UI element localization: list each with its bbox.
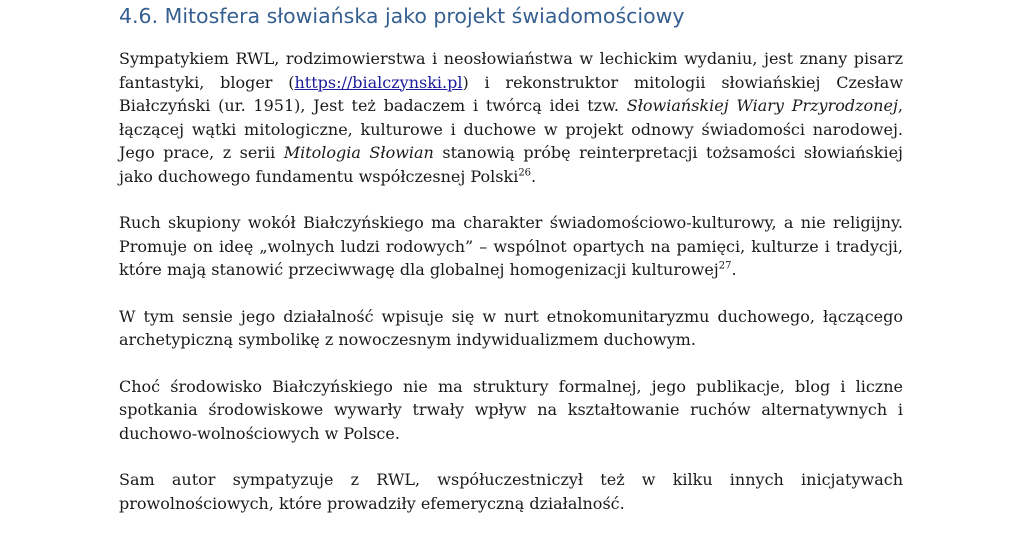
paragraph-2-text-2: . xyxy=(731,260,737,279)
document-page xyxy=(119,0,903,515)
paragraph-4: Choć środowisko Białczyńskiego nie ma struktury formalnej, jego publikacje, blog i liczne spotkania środowiskowe wywarły trwały wpływ na kształtowanie ruchów alternatywnych i duchowo-wolnościowych w Polsce. xyxy=(119,376,903,443)
paragraph-2 xyxy=(119,211,903,282)
footnote-marker-26[interactable]: 26 xyxy=(518,167,532,179)
paragraph-1-text-1: Sympatykiem RWL, rodzimowierstwa i neosłowiaństwa w lechickim wydaniu, jest znany pisarz fantastyki, bloger ( xyxy=(119,49,903,92)
paragraph-1-text-2: ) i rekonstruktor mitologii słowiańskiej Czesław Białczyński (ur. 1951), Jest też badaczem i twórcą idei tzw. xyxy=(119,72,904,115)
paragraph-2-text-1: Ruch skupiony wokół Białczyńskiego ma charakter świadomościowo-kulturowy, a nie religijny. Promuje on ideę „wolnych ludzi rodowych” – wspólnot opartych na pamięci, kulturze i tradycji, które mają stanowić przeciwwagę dla globalnej homogenizacji kulturowej xyxy=(119,213,903,279)
paragraph-1-italic-2: Mitologia Słowian xyxy=(283,143,434,162)
blog-link[interactable]: https://bialczynski.pl xyxy=(294,72,463,92)
paragraph-1-text-3: , łączącej wątki mitologiczne, kulturowe i duchowe w projekt odnowy świadomości narodowej. Jego prace, z serii xyxy=(119,96,903,162)
paragraph-1-italic-1: Słowiańskiej Wiary Przyrodzonej xyxy=(626,96,898,115)
paragraph-3: W tym sensie jego działalność wpisuje się w nurt etnokomunitaryzmu duchowego, łączącego archetypiczną symbolikę z nowoczesnym indywidualizmem duchowym. xyxy=(119,306,903,349)
paragraph-1 xyxy=(119,47,903,188)
footnote-marker-27[interactable]: 27 xyxy=(718,260,732,272)
paragraph-5: Sam autor sympatyzuje z RWL, współuczestniczył też w kilku innych inicjatywach prowolnościowych, które prowadziły efemeryczną działalność. xyxy=(119,470,903,513)
section-heading: 4.6. Mitosfera słowiańska jako projekt świadomościowy xyxy=(119,4,685,28)
paragraph-1-text-4: stanowią próbę reinterpretacji tożsamości słowiańskiej jako duchowego fundamentu współczesnej Polski xyxy=(119,143,904,186)
paragraph-1-text-5: . xyxy=(531,166,537,186)
